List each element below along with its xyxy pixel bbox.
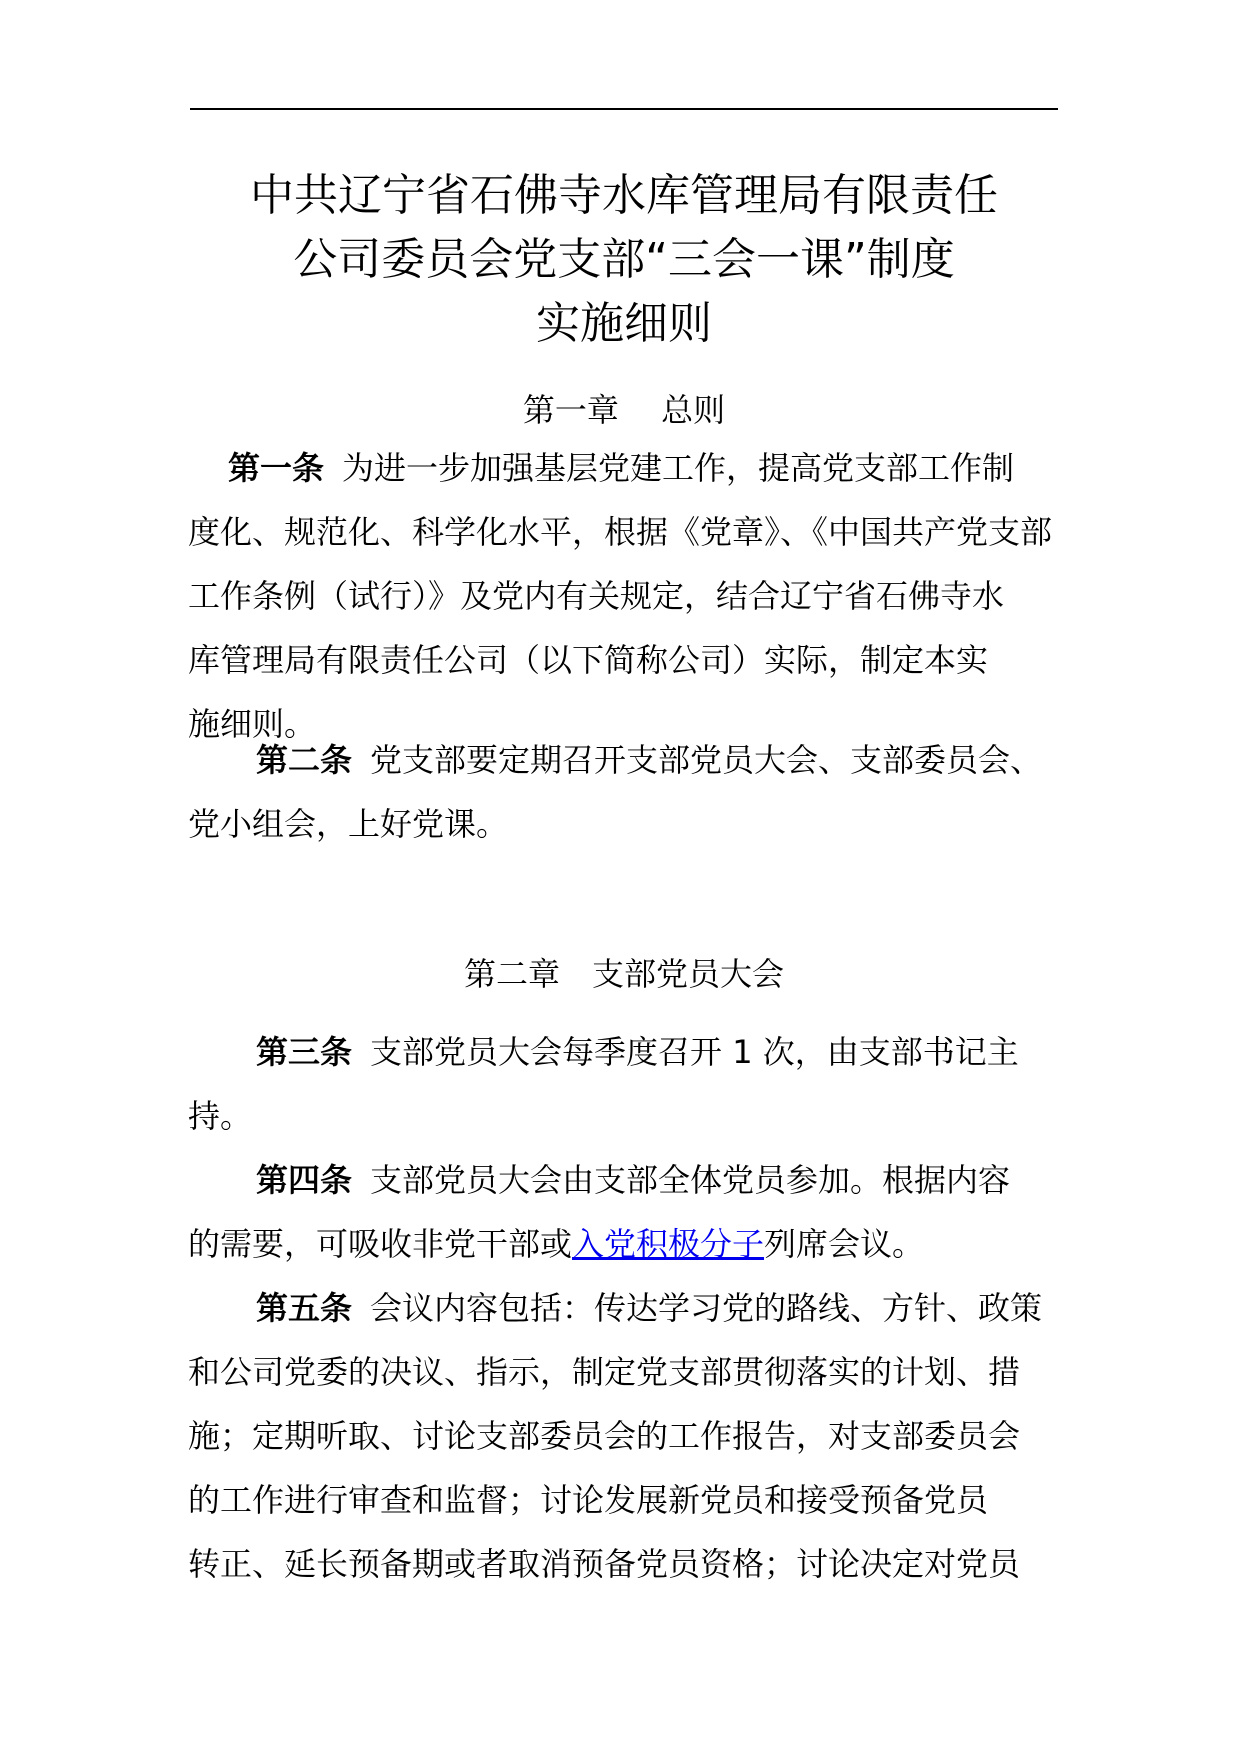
article-2-label: 第二条 <box>256 741 353 779</box>
article-5-line-4: 的工作进行审查和监督；讨论发展新党员和接受预备党员 <box>188 1481 989 1519</box>
title-line-1: 中共辽宁省石佛寺水库管理局有限责任 <box>250 170 998 221</box>
article-1-line-1 <box>188 436 1064 500</box>
article-5-label: 第五条 <box>256 1289 353 1327</box>
article-5-line-3: 施；定期听取、讨论支部委员会的工作报告，对支部委员会 <box>188 1417 1021 1455</box>
article-3-line-2: 持。 <box>188 1097 253 1135</box>
title-line-2: 公司委员会党支部“三会一课”制度 <box>293 234 955 285</box>
article-4-text-2a: 的需要，可吸收非党干部或 <box>188 1225 573 1263</box>
article-4-label: 第四条 <box>256 1161 353 1199</box>
article-5-line-2: 和公司党委的决议、指示，制定党支部贯彻落实的计划、措 <box>188 1353 1021 1391</box>
article-4-text-2b: 列席会议。 <box>764 1225 925 1263</box>
article-3-line-1 <box>188 1020 1064 1084</box>
article-2 <box>188 728 1064 856</box>
article-3 <box>188 1020 1064 1148</box>
article-4-line-1 <box>188 1148 1064 1212</box>
top-rule <box>190 108 1058 110</box>
article-1 <box>188 436 1064 756</box>
article-1-line-3: 工作条例（试行）》及党内有关规定，结合辽宁省石佛寺水 <box>188 577 1005 615</box>
article-4-text-1: 支部党员大会由支部全体党员参加。根据内容 <box>370 1161 1011 1199</box>
article-4-line-2 <box>188 1212 1064 1276</box>
article-3-text-1: 支部党员大会每季度召开 1 次，由支部书记主 <box>370 1033 1019 1071</box>
article-5 <box>188 1276 1064 1596</box>
title-line-3: 实施细则 <box>536 298 712 349</box>
article-1-line-2: 度化、规范化、科学化水平，根据《党章》、《中国共产党支部 <box>188 513 1053 551</box>
article-1-line-5: 施细则。 <box>188 705 317 743</box>
document-title <box>190 164 1058 356</box>
activist-link[interactable]: 入党积极分子 <box>572 1225 765 1263</box>
article-2-line-1 <box>188 728 1064 792</box>
chapter-1-heading: 第一章 总则 <box>522 391 726 429</box>
article-3-label: 第三条 <box>256 1033 353 1071</box>
chapter-2-heading: 第二章 支部党员大会 <box>463 955 784 993</box>
article-5-line-5: 转正、延长预备期或者取消预备党员资格；讨论决定对党员 <box>188 1545 1021 1583</box>
article-4 <box>188 1148 1064 1276</box>
article-5-text-1: 会议内容包括：传达学习党的路线、方针、政策 <box>370 1289 1043 1327</box>
article-5-line-1 <box>188 1276 1064 1340</box>
article-2-text-1: 党支部要定期召开支部党员大会、支部委员会、 <box>370 741 1043 779</box>
article-1-label: 第一条 <box>228 449 325 487</box>
article-1-text-1: 为进一步加强基层党建工作，提高党支部工作制 <box>342 449 1015 487</box>
article-2-line-2: 党小组会，上好党课。 <box>188 805 509 843</box>
article-1-line-4: 库管理局有限责任公司（以下简称公司）实际，制定本实 <box>188 641 989 679</box>
